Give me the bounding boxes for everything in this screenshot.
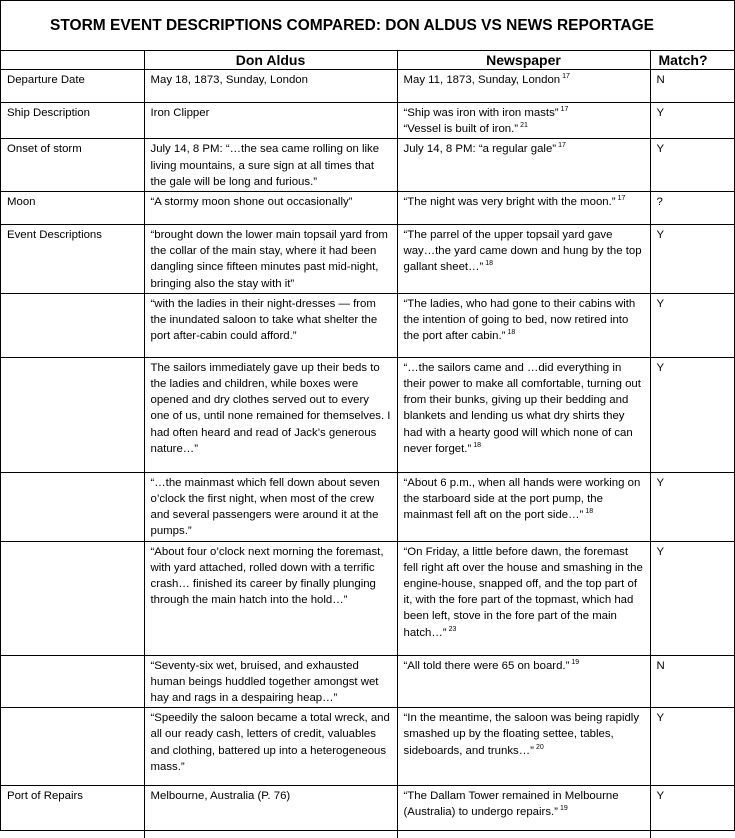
row-label: Event Descriptions <box>1 225 144 294</box>
footnote-ref: 17 <box>558 142 566 150</box>
match-cell: Y <box>650 103 734 139</box>
aldus-cell: Iron Clipper <box>144 103 397 139</box>
table-row <box>1 357 734 472</box>
newspaper-text: “About 6 p.m., when all hands were working on the starboard side at the port pump, the mainmast fell aft on the port side…” <box>403 476 641 522</box>
newspaper-cell <box>397 541 650 655</box>
newspaper-cell <box>397 70 650 103</box>
page-title: STORM EVENT DESCRIPTIONS COMPARED: DON ALDUS VS NEWS REPORTAGE <box>1 1 734 51</box>
newspaper-cell <box>397 655 650 708</box>
aldus-cell: Melbourne, Australia (P. 76) <box>144 786 397 838</box>
table-row-event-descriptions <box>1 225 734 294</box>
match-cell: Y <box>650 225 734 294</box>
table-header-row <box>1 51 734 70</box>
newspaper-text: “On Friday, a little before dawn, the foremast fell right aft over the house and smashing in the engine-house, snapped off, and the top part of it, with the fore part of the topmast, which had been left, stove in the fore part of the main hatch…” <box>403 545 643 639</box>
match-cell: N <box>650 655 734 708</box>
footnote-ref: 17 <box>617 195 626 203</box>
table-row <box>1 655 734 708</box>
match-cell: Y <box>650 786 734 838</box>
row-label: Moon <box>1 192 144 225</box>
table-row-onset-of-storm <box>1 139 734 192</box>
newspaper-text: “In the meantime, the saloon was being rapidly smashed up by the floating settee, tables, sideboards, and trunks…” <box>403 712 640 757</box>
newspaper-text: “The parrel of the upper topsail yard gave way…the yard came down and hung by the top gallant sheet…” <box>403 229 642 274</box>
comparison-table <box>1 51 734 838</box>
match-cell: ? <box>650 192 734 225</box>
header-match: Match? <box>650 51 734 70</box>
match-cell: Y <box>650 472 734 541</box>
row-label <box>1 541 144 655</box>
newspaper-text-2: “Vessel is built of iron.” <box>403 123 519 136</box>
newspaper-text: May 11, 1873, Sunday, London <box>403 74 561 86</box>
aldus-cell: “with the ladies in their night-dresses — from the inundated saloon to take what shelter the port after-cabin could afford.” <box>144 293 397 357</box>
newspaper-cell <box>397 103 650 139</box>
aldus-cell: “brought down the lower main topsail yard from the collar of the main stay, where it had been dangling since fifteen minutes past mid-night, bringing also the stay with it” <box>144 225 397 294</box>
row-label <box>1 472 144 541</box>
row-label: Ship Description <box>1 103 144 139</box>
row-label <box>1 357 144 472</box>
newspaper-text: “The Dallam Tower remained in Melbourne (Australia) to undergo repairs.” <box>403 790 619 819</box>
row-label: Onset of storm <box>1 139 144 192</box>
row-label: Departure Date <box>1 70 144 103</box>
newspaper-line-1 <box>404 105 644 121</box>
row-label <box>1 708 144 786</box>
table-row <box>1 541 734 655</box>
footnote-ref: 18 <box>507 329 516 337</box>
newspaper-cell <box>397 225 650 294</box>
footnote-ref: 23 <box>448 625 457 633</box>
table-row <box>1 293 734 357</box>
aldus-cell: July 14, 8 PM: “…the sea came rolling on like living mountains, a sure sign at all times that the gale will be long and furious.” <box>144 139 397 192</box>
header-label <box>1 51 144 70</box>
header-newspaper: Newspaper <box>397 51 650 70</box>
newspaper-text: “Ship was iron with iron masts” <box>403 107 559 119</box>
newspaper-cell <box>397 139 650 192</box>
footnote-ref: 19 <box>571 658 580 666</box>
newspaper-cell <box>397 786 650 838</box>
newspaper-line-2 <box>404 121 644 137</box>
aldus-cell: “…the mainmast which fell down about seven o’clock the first night, when most of the crew and several passengers were around it at the pumps.” <box>144 472 397 541</box>
newspaper-text: “The night was very bright with the moon.” <box>403 196 616 209</box>
footnote-ref: 20 <box>535 743 544 751</box>
table-row-port-of-repairs <box>1 786 734 838</box>
row-label <box>1 293 144 357</box>
match-cell: Y <box>650 293 734 357</box>
newspaper-cell <box>397 708 650 786</box>
aldus-cell: “About four o’clock next morning the foremast, with yard attached, rolled down with a terrific crash… finished its career by finally plunging through the main hatch into the hold…” <box>144 541 397 655</box>
footnote-ref: 17 <box>562 73 570 80</box>
row-label <box>1 655 144 708</box>
footnote-ref: 18 <box>473 441 482 449</box>
table-row-departure-date <box>1 70 734 103</box>
table-row <box>1 708 734 786</box>
footnote-ref: 18 <box>485 260 494 268</box>
newspaper-text: “…the sailors came and …did everything in their power to make all comfortable, turning out from their bunks, giving up their bedding and blankets and lending us what dry shirts they had with a hearty good will which none of can never forget.” <box>403 361 641 455</box>
header-don-aldus: Don Aldus <box>144 51 397 70</box>
newspaper-cell <box>397 357 650 472</box>
newspaper-cell <box>397 472 650 541</box>
aldus-cell: “Seventy-six wet, bruised, and exhausted human beings huddled together amongst wet hay and rags in a despairing heap…” <box>144 655 397 708</box>
row-label: Port of Repairs <box>1 786 144 838</box>
footnote-ref: 17 <box>560 106 569 113</box>
aldus-cell: May 18, 1873, Sunday, London <box>144 70 397 103</box>
newspaper-cell <box>397 192 650 225</box>
match-cell: Y <box>650 708 734 786</box>
table-row-moon <box>1 192 734 225</box>
match-cell: Y <box>650 541 734 655</box>
match-cell: Y <box>650 357 734 472</box>
match-cell: N <box>650 70 734 103</box>
table-row <box>1 472 734 541</box>
match-cell: Y <box>650 139 734 192</box>
footnote-ref: 19 <box>559 805 568 813</box>
aldus-cell: “Speedily the saloon became a total wreck, and all our ready cash, letters of credit, valuables and clothing, battered up into a heterogeneous mass.” <box>144 708 397 786</box>
aldus-cell: “A stormy moon shone out occasionally” <box>144 192 397 225</box>
newspaper-text: July 14, 8 PM: “a regular gale” <box>403 143 557 156</box>
footnote-ref: 18 <box>585 508 594 516</box>
table-row-ship-description <box>1 103 734 139</box>
aldus-cell: The sailors immediately gave up their beds to the ladies and children, while boxes were opened and dry clothes served out to every one of us, until none remained for themselves. I had often heard and read of Jack’s generous nature…” <box>144 357 397 472</box>
newspaper-text: “The ladies, who had gone to their cabins with the intention of going to bed, now retired into the port after cabin.” <box>403 297 636 343</box>
newspaper-text: “All told there were 65 on board.” <box>403 659 570 672</box>
newspaper-cell <box>397 293 650 357</box>
footnote-ref-2: 21 <box>520 122 528 130</box>
